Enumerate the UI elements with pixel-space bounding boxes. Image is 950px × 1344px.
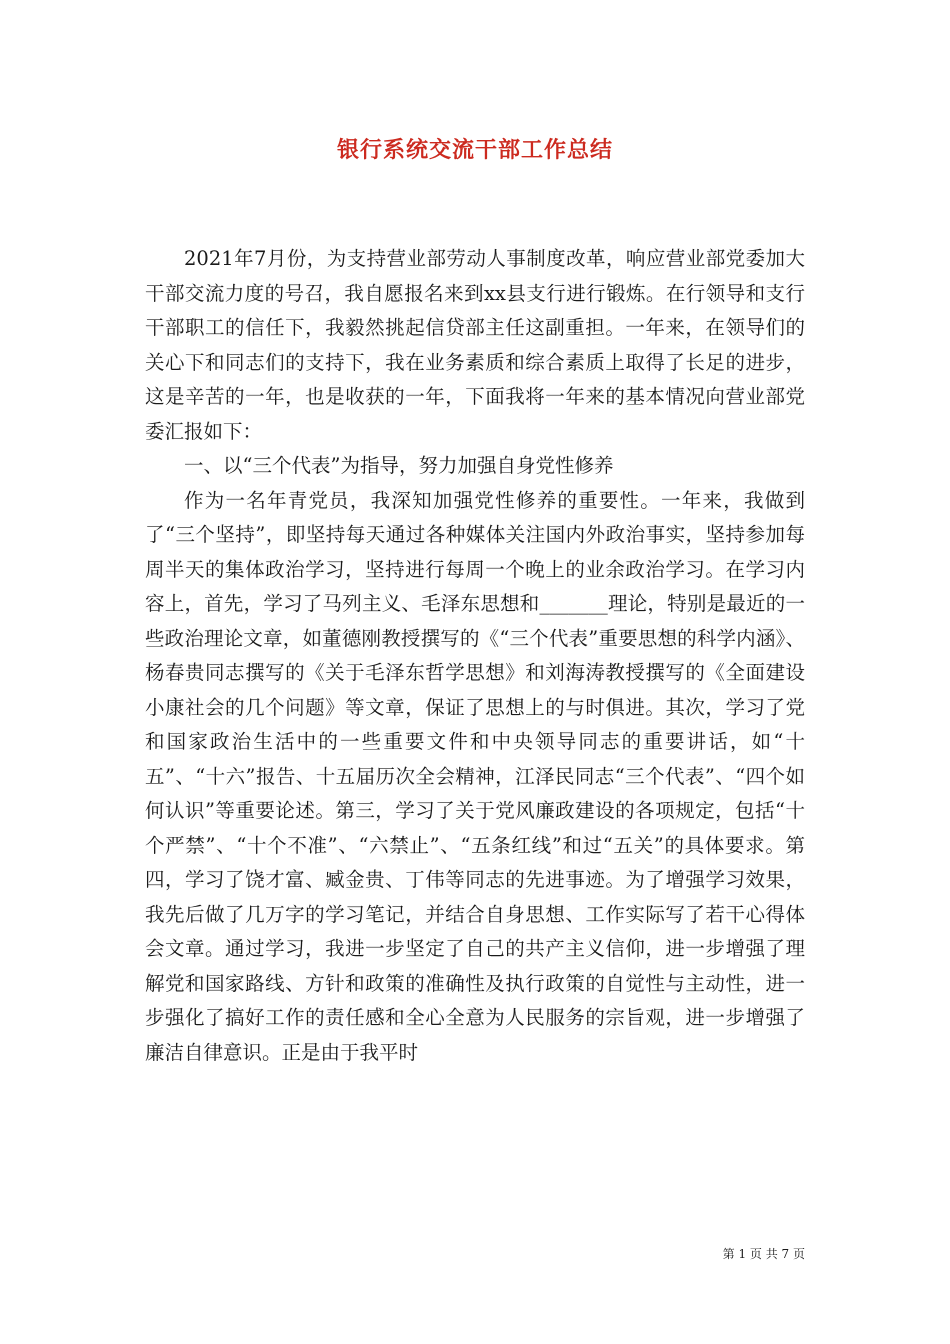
document-body — [145, 242, 805, 1070]
section-paragraph: 作为一名年青党员，我深知加强党性修养的重要性。一年来，我做到了“三个坚持”，即坚持每天通过各种媒体关注国内外政治事实，坚持参加每周半天的集体政治学习，坚持进行每周一个晚上的业余政治学习。在学习内容上，首先，学习了马列主义、毛泽东思想和_______理论，特别是最近的一些政治理论文章，如董德刚教授撰写的《“三个代表”重要思想的科学内涵》、杨春贵同志撰写的《关于毛泽东哲学思想》和刘海涛教授撰写的《全面建设小康社会的几个问题》等文章，保证了思想上的与时俱进。其次，学习了党和国家政治生活中的一些重要文件和中央领导同志的重要讲话，如“十五”、“十六”报告、十五届历次全会精神，江泽民同志“三个代表”、“四个如何认识”等重要论述。第三，学习了关于党风廉政建设的各项规定，包括“十个严禁”、“十个不准”、“六禁止”、“五条红线”和过“五关”的具体要求。第四，学习了饶才富、臧金贵、丁伟等同志的先进事迹。为了增强学习效果，我先后做了几万字的学习笔记，并结合自身思想、工作实际写了若干心得体会文章。通过学习，我进一步坚定了自己的共产主义信仰，进一步增强了理解党和国家路线、方针和政策的准确性及执行政策的自觉性与主动性，进一步强化了搞好工作的责任感和全心全意为人民服务的宗旨观，进一步增强了廉洁自律意识。正是由于我平时 — [145, 488, 805, 1064]
intro-paragraph: 2021年7月份，为支持营业部劳动人事制度改革，响应营业部党委加大干部交流力度的号召，我自愿报名来到xx县支行进行锻炼。在行领导和支行干部职工的信任下，我毅然挑起信贷部主任这副重担。一年来，在领导们的关心下和同志们的支持下，我在业务素质和综合素质上取得了长足的进步，这是辛苦的一年，也是收获的一年，下面我将一年来的基本情况向营业部党委汇报如下： — [145, 247, 805, 443]
document-title: 银行系统交流干部工作总结 — [336, 137, 613, 163]
section-heading: 一、以“三个代表”为指导，努力加强自身党性修养 — [184, 454, 614, 477]
page-number: 第 1 页 共 7 页 — [722, 1247, 805, 1261]
